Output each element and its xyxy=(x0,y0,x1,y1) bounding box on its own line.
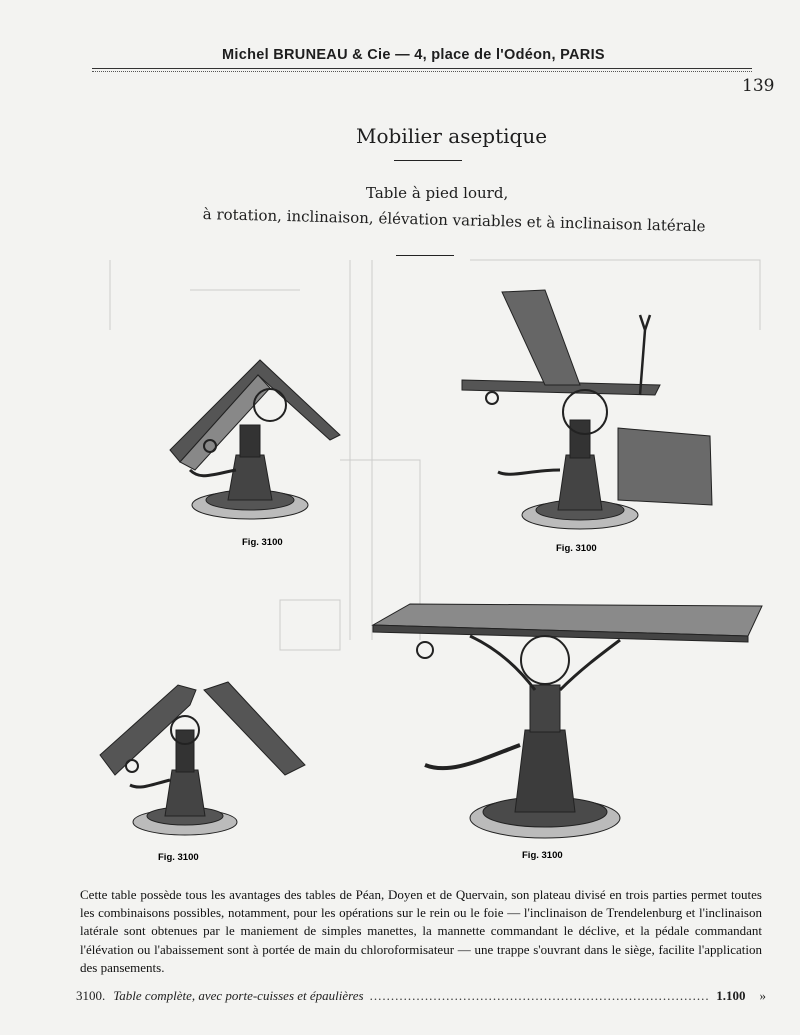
price-suffix: » xyxy=(759,988,766,1003)
figure-2-illustration xyxy=(462,290,712,529)
price-ref: 3100. xyxy=(76,988,106,1003)
figure-4-illustration xyxy=(373,604,762,838)
figure-3-illustration xyxy=(100,682,305,835)
price-value: 1.100 xyxy=(716,988,746,1003)
page-title: Mobilier aseptique xyxy=(356,124,548,148)
figure-3-caption: Fig. 3100 xyxy=(158,852,199,863)
page-header: Michel BRUNEAU & Cie — 4, place de l'Odéon, PARIS xyxy=(222,47,605,63)
figure-1-caption: Fig. 3100 xyxy=(242,537,283,548)
price-description: Table complète, avec porte-cuisses et épaulières xyxy=(113,988,364,1003)
figure-4-caption: Fig. 3100 xyxy=(522,850,563,861)
description-paragraph: Cette table possède tous les avantages des tables de Péan, Doyen et de Quervain, son plateau divisé en trois parties permet toutes les combinaisons possibles, notamment, pour les opérations sur le rein ou le foie — l'inclinaison de Trendelenburg et l'inclinaison latérale sont obtenues par le maniement de simples manettes, la mannette commandant le déclive, et la pédale commandant l'élévation ou l'abaissement sont à portée de main du chloroformisateur — une trappe s'ouvrant dans le siège, facilite l'application des pansements. xyxy=(80,887,762,975)
price-line xyxy=(76,988,766,1004)
figure-1-illustration xyxy=(170,360,340,519)
subtitle-line-1: Table à pied lourd, xyxy=(366,184,509,202)
subtitle-line-2: à rotation, inclinaison, élévation variables et à inclinaison latérale xyxy=(202,205,706,236)
leader-dots xyxy=(370,988,711,1004)
figure-2-caption: Fig. 3100 xyxy=(556,543,597,554)
page-number: 139 xyxy=(742,76,775,96)
